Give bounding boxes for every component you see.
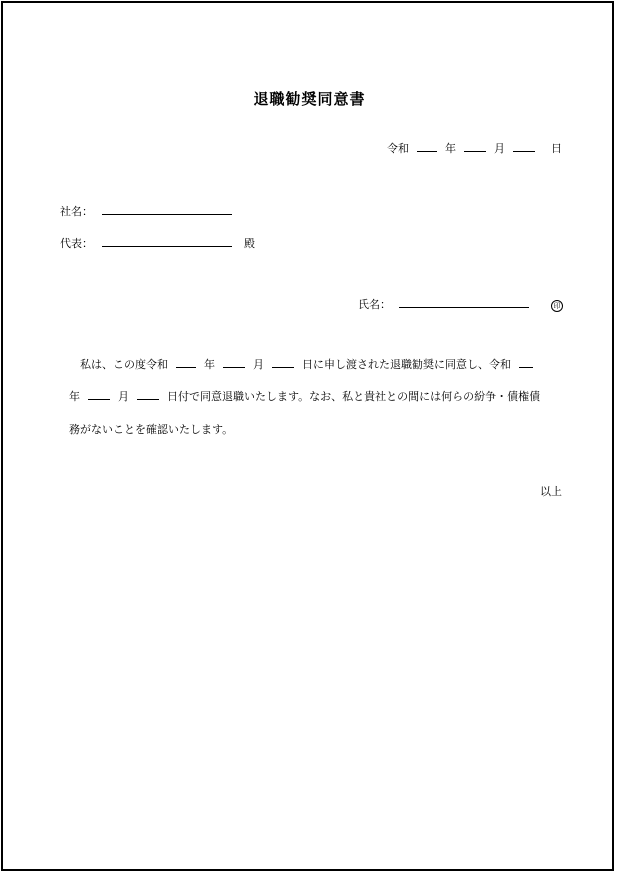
date-year-unit: 年 xyxy=(445,142,456,155)
body-line-2 xyxy=(69,388,540,404)
body-month-blank-2[interactable] xyxy=(88,388,110,400)
representative-row xyxy=(60,234,255,251)
body-text-2b: 日付で同意退職いたします。なお、私と貴社との間には何らの紛争・債権債 xyxy=(167,390,541,403)
company-row xyxy=(60,202,232,219)
body-day-blank-1[interactable] xyxy=(272,356,294,368)
body-month-unit-1: 月 xyxy=(253,358,264,371)
date-day-blank[interactable] xyxy=(513,140,535,152)
honorific-suffix: 殿 xyxy=(244,237,255,250)
body-line-3 xyxy=(69,421,233,437)
body-month-blank-1[interactable] xyxy=(223,356,245,368)
representative-name-field[interactable] xyxy=(102,234,232,247)
date-day-unit: 日 xyxy=(551,142,562,155)
body-year-blank-1[interactable] xyxy=(176,356,196,368)
signer-label: 氏名： xyxy=(358,298,391,311)
body-year-unit-1: 年 xyxy=(204,358,215,371)
date-month-unit: 月 xyxy=(494,142,505,155)
body-text-1b: 日に申し渡された退職勧奨に同意し、令和 xyxy=(302,358,511,371)
company-label: 社名： xyxy=(60,205,93,218)
body-line-1 xyxy=(80,356,533,372)
closing-text: 以上 xyxy=(540,485,562,498)
signer-name-field[interactable] xyxy=(399,295,529,308)
seal-mark: 印 xyxy=(551,300,563,312)
body-year-unit-2: 年 xyxy=(69,390,80,403)
body-year-blank-2a[interactable] xyxy=(519,356,533,368)
signer-row xyxy=(358,295,563,312)
body-day-blank-2[interactable] xyxy=(137,388,159,400)
date-year-blank[interactable] xyxy=(417,140,437,152)
body-text-3: 務がないことを確認いたします。 xyxy=(69,423,234,436)
body-month-unit-2: 月 xyxy=(118,390,129,403)
document-title: 退職勧奨同意書 xyxy=(253,90,366,108)
representative-label: 代表： xyxy=(60,237,93,250)
date-line xyxy=(387,140,562,156)
date-month-blank[interactable] xyxy=(464,140,486,152)
date-era: 令和 xyxy=(387,142,409,155)
company-name-field[interactable] xyxy=(102,202,232,215)
body-text-1a: 私は、この度令和 xyxy=(80,358,168,371)
